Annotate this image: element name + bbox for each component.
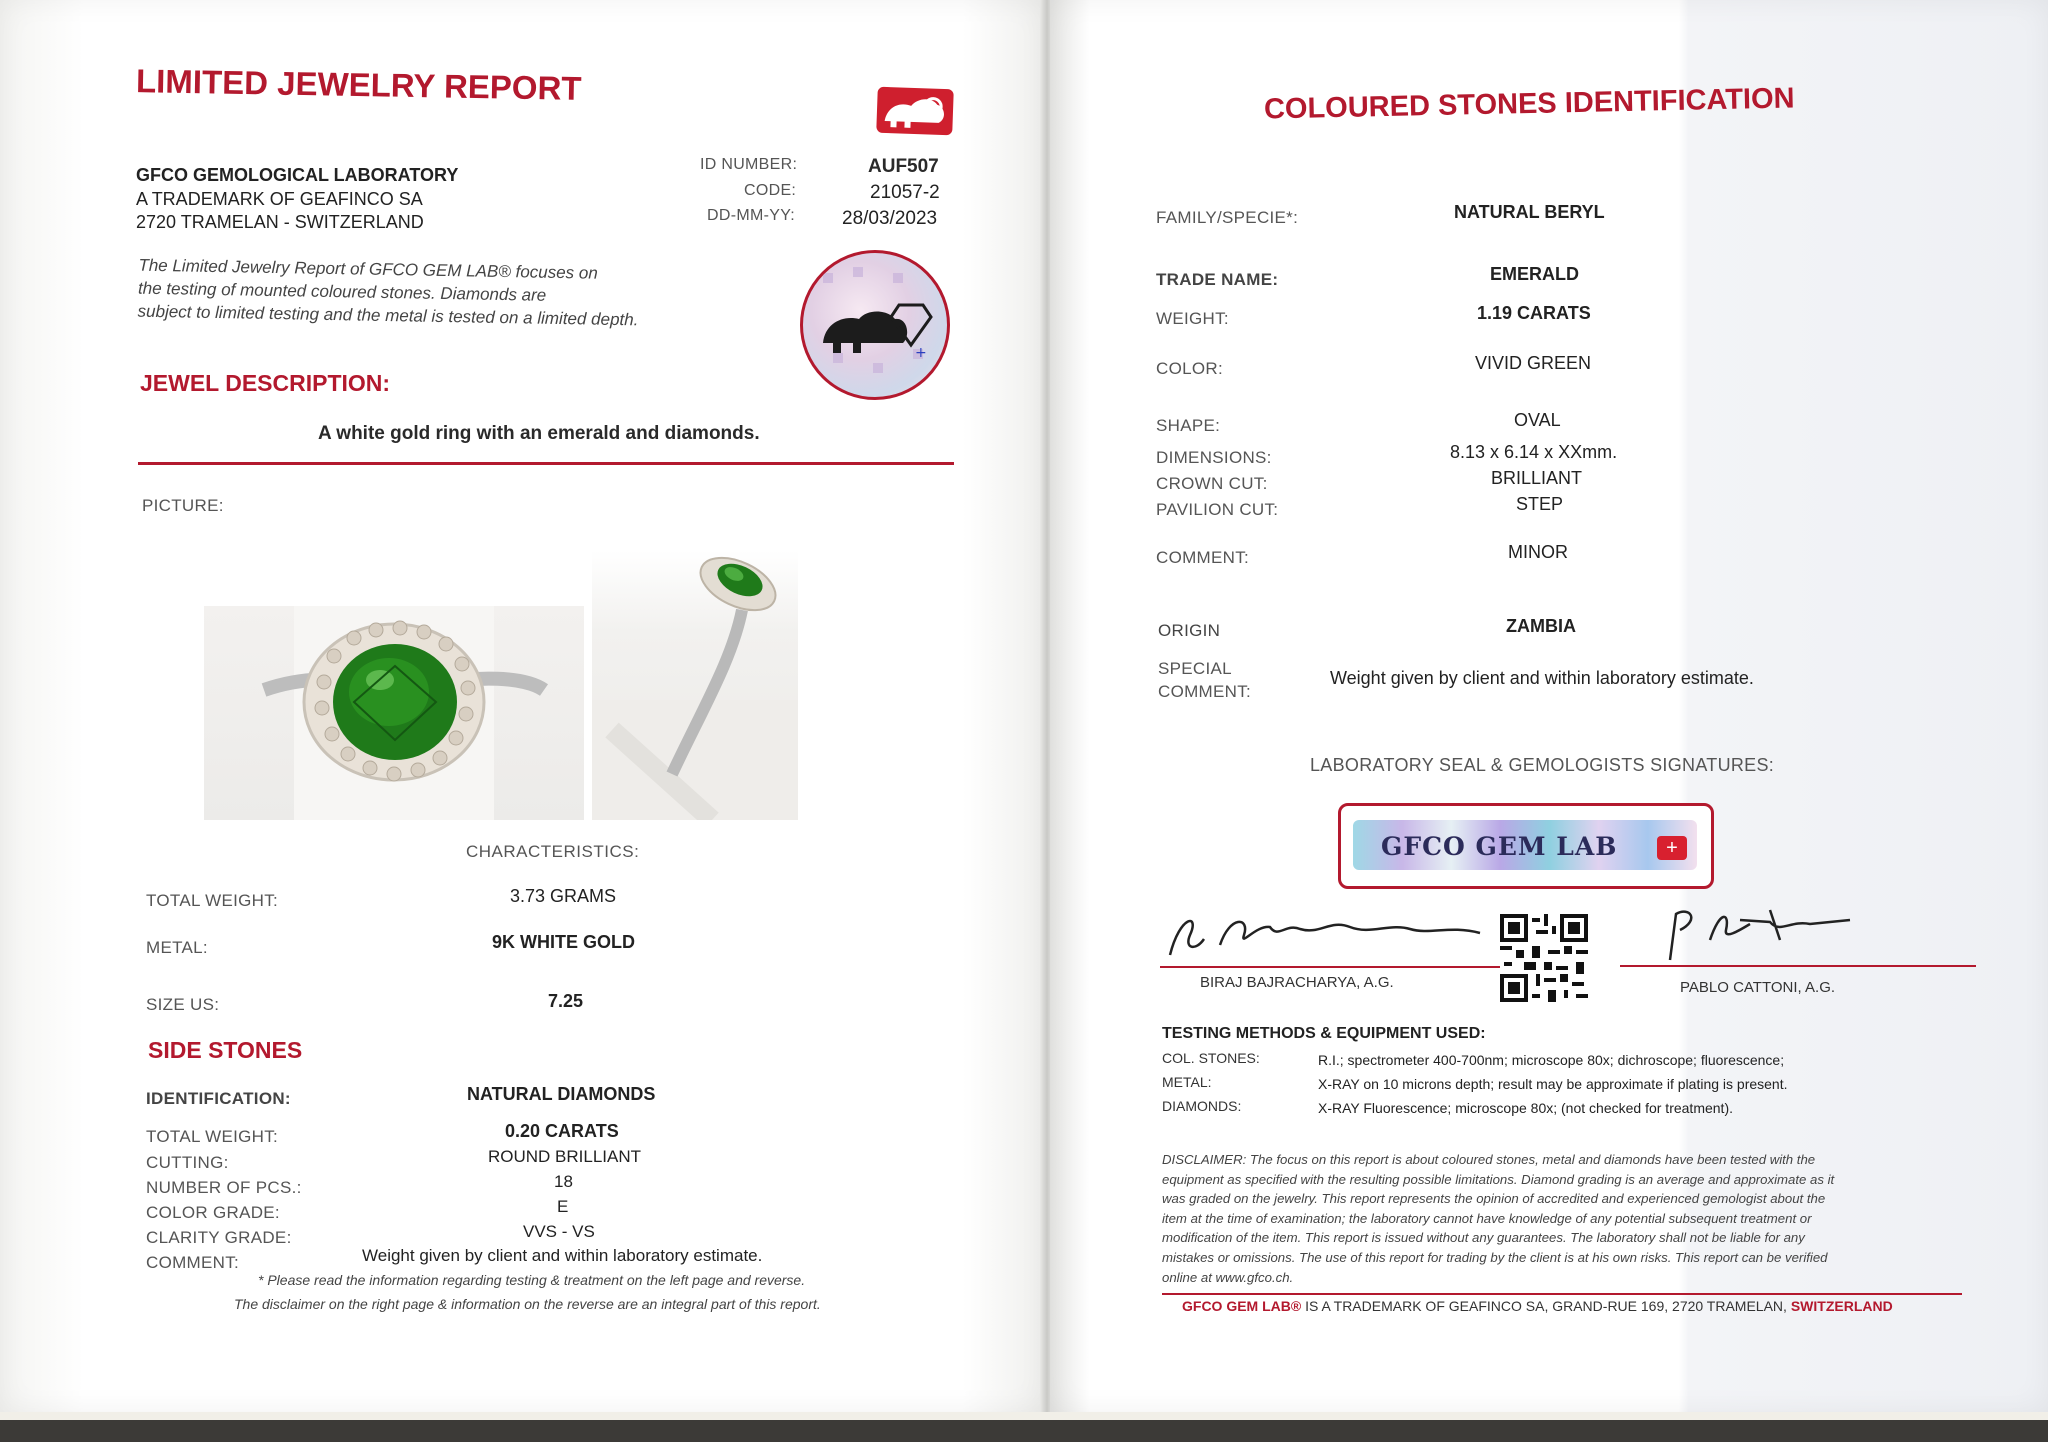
origin: ZAMBIA: [1506, 616, 1576, 636]
size-label: SIZE US:: [146, 995, 220, 1014]
cutting-label: CUTTING:: [146, 1153, 229, 1172]
gemologist-1: BIRAJ BAJRACHARYA, A.G.: [1200, 974, 1394, 991]
color-grade: E: [557, 1197, 569, 1216]
swiss-cross-icon: +: [1657, 836, 1687, 860]
date-label: DD-MM-YY:: [707, 207, 796, 224]
seal-heading: LABORATORY SEAL & GEMOLOGISTS SIGNATURES:: [1310, 755, 1775, 775]
color-label: COLOR:: [1156, 359, 1223, 378]
coloured-stones-title: COLOURED STONES IDENTIFICATION: [1263, 82, 1795, 126]
color-grade-label: COLOR GRADE:: [146, 1203, 280, 1222]
footer-address: IS A TRADEMARK OF GEAFINCO SA, GRAND-RUE 169, 2720 TRAMELAN,: [1305, 1298, 1787, 1314]
side-comment-label: COMMENT:: [146, 1253, 240, 1272]
lab-trademark: A TRADEMARK OF GEAFINCO SA: [136, 189, 423, 209]
clarity-grade-label: CLARITY GRADE:: [146, 1228, 292, 1247]
laboratory-seal: [1338, 803, 1714, 889]
trade-name: EMERALD: [1490, 264, 1579, 284]
method-text-3: X-RAY Fluorescence; microscope 80x; (not checked for treatment).: [1318, 1100, 1733, 1116]
side-total-weight-label: TOTAL WEIGHT:: [146, 1127, 279, 1146]
desk-surface: [0, 1412, 2048, 1442]
methods-heading: TESTING METHODS & EQUIPMENT USED:: [1162, 1025, 1486, 1042]
family-label: FAMILY/SPECIE*:: [1156, 208, 1299, 227]
crown-cut: BRILLIANT: [1491, 468, 1583, 488]
side-comment: Weight given by client and within laboratory estimate.: [362, 1246, 763, 1265]
id-number-label: ID NUMBER:: [700, 156, 798, 173]
jewel-description: A white gold ring with an emerald and diamonds.: [318, 423, 760, 444]
cutting: ROUND BRILLIANT: [488, 1147, 642, 1166]
side-total-weight: 0.20 CARATS: [505, 1121, 619, 1141]
footer-brand: GFCO GEM LAB®: [1182, 1298, 1302, 1314]
pcs: 18: [554, 1172, 573, 1191]
clarity-grade: VVS - VS: [523, 1222, 595, 1241]
side-identification-label: IDENTIFICATION:: [146, 1089, 291, 1108]
gfco-logo-icon: [876, 87, 954, 136]
total-weight: 3.73 GRAMS: [510, 886, 617, 906]
method-label-1: COL. STONES:: [1162, 1050, 1260, 1066]
ring-photo-side: [592, 550, 798, 820]
seal-text: GFCO GEM LAB: [1381, 832, 1618, 861]
lab-address: 2720 TRAMELAN - SWITZERLAND: [136, 212, 424, 232]
footer-country: SWITZERLAND: [1790, 1298, 1893, 1314]
method-text-1: R.I.; spectrometer 400-700nm; microscope 80x; dichroscope; fluorescence;: [1318, 1052, 1785, 1068]
jewel-description-heading: JEWEL DESCRIPTION:: [140, 370, 391, 396]
origin-label: ORIGIN: [1158, 621, 1221, 640]
lab-name: GFCO GEMOLOGICAL LABORATORY: [136, 165, 459, 185]
footnote-2: The disclaimer on the right page & information on the reverse are an integral part of this report.: [234, 1296, 821, 1312]
footnote-1: * Please read the information regarding testing & treatment on the left page and reverse.: [258, 1272, 806, 1288]
weight: 1.19 CARATS: [1477, 303, 1591, 323]
signature-2: [1620, 900, 1976, 970]
right-page: [1050, 0, 2048, 1412]
family: NATURAL BERYL: [1454, 202, 1605, 222]
hologram-seal-icon: [800, 250, 950, 400]
special-comment-label-1: SPECIAL: [1158, 659, 1232, 678]
intro-text: The Limited Jewelry Report of GFCO GEM LAB® focuses on the testing of mounted coloured stones. Diamonds are subject to limited testing and the metal is tested on a limited depth.: [137, 255, 639, 330]
divider: [138, 462, 954, 465]
pcs-label: NUMBER OF PCS.:: [146, 1178, 302, 1197]
weight-label: WEIGHT:: [1156, 309, 1229, 328]
comment-label: COMMENT:: [1156, 548, 1250, 567]
special-comment: Weight given by client and within laboratory estimate.: [1330, 668, 1754, 688]
comment: MINOR: [1508, 542, 1568, 562]
ring-photo-front: [204, 606, 584, 820]
dimensions: 8.13 x 6.14 x XXmm.: [1450, 442, 1618, 462]
picture-label: PICTURE:: [142, 496, 224, 515]
method-label-3: DIAMONDS:: [1162, 1098, 1242, 1114]
svg-text:+: +: [915, 345, 927, 361]
side-identification: NATURAL DIAMONDS: [467, 1084, 656, 1104]
pavilion-cut: STEP: [1516, 494, 1564, 514]
code: 21057-2: [870, 182, 940, 203]
date: 28/03/2023: [842, 208, 938, 229]
side-stones-heading: SIDE STONES: [148, 1037, 303, 1063]
qr-code-icon: [1500, 914, 1588, 1002]
pavilion-cut-label: PAVILION CUT:: [1156, 500, 1279, 519]
metal: 9K WHITE GOLD: [492, 932, 635, 952]
id-number: AUF507: [868, 156, 939, 177]
method-text-2: X-RAY on 10 microns depth; result may be approximate if plating is present.: [1318, 1076, 1788, 1092]
crown-cut-label: CROWN CUT:: [1156, 474, 1268, 493]
special-comment-label-2: COMMENT:: [1158, 682, 1252, 701]
metal-label: METAL:: [146, 938, 208, 957]
footer-rule: [1162, 1293, 1962, 1295]
code-label: CODE:: [744, 182, 797, 199]
disclaimer: DISCLAIMER: The focus on this report is about coloured stones, metal and diamonds have been tested with the equipment as specified with the resulting possible limitations. Diamond grading is an average and approximate as it was graded on the jewelry. This report represents the opinion of accredited and experienced gemologist about the item at the time of examination; the laboratory cannot have knowledge of any potential subsequent treatment or modification of the item. This report is issued without any guarantees. The laboratory shall not be liable for any mistakes or omissions. The use of this report for trading by the client is at his own risks. This report can be verified online at www.gfco.ch.: [1162, 1152, 1835, 1285]
trade-name-label: TRADE NAME:: [1156, 270, 1279, 289]
dimensions-label: DIMENSIONS:: [1156, 448, 1272, 467]
report-title: LIMITED JEWELRY REPORT: [135, 62, 582, 107]
signature-1: [1160, 905, 1510, 969]
shape: OVAL: [1514, 410, 1561, 430]
shape-label: SHAPE:: [1156, 416, 1221, 435]
total-weight-label: TOTAL WEIGHT:: [146, 891, 279, 910]
characteristics-heading: CHARACTERISTICS:: [466, 842, 640, 861]
method-label-2: METAL:: [1162, 1074, 1212, 1090]
size: 7.25: [548, 991, 584, 1011]
gemologist-2: PABLO CATTONI, A.G.: [1680, 979, 1836, 996]
color: VIVID GREEN: [1475, 353, 1592, 373]
footer: [1182, 1298, 1893, 1314]
